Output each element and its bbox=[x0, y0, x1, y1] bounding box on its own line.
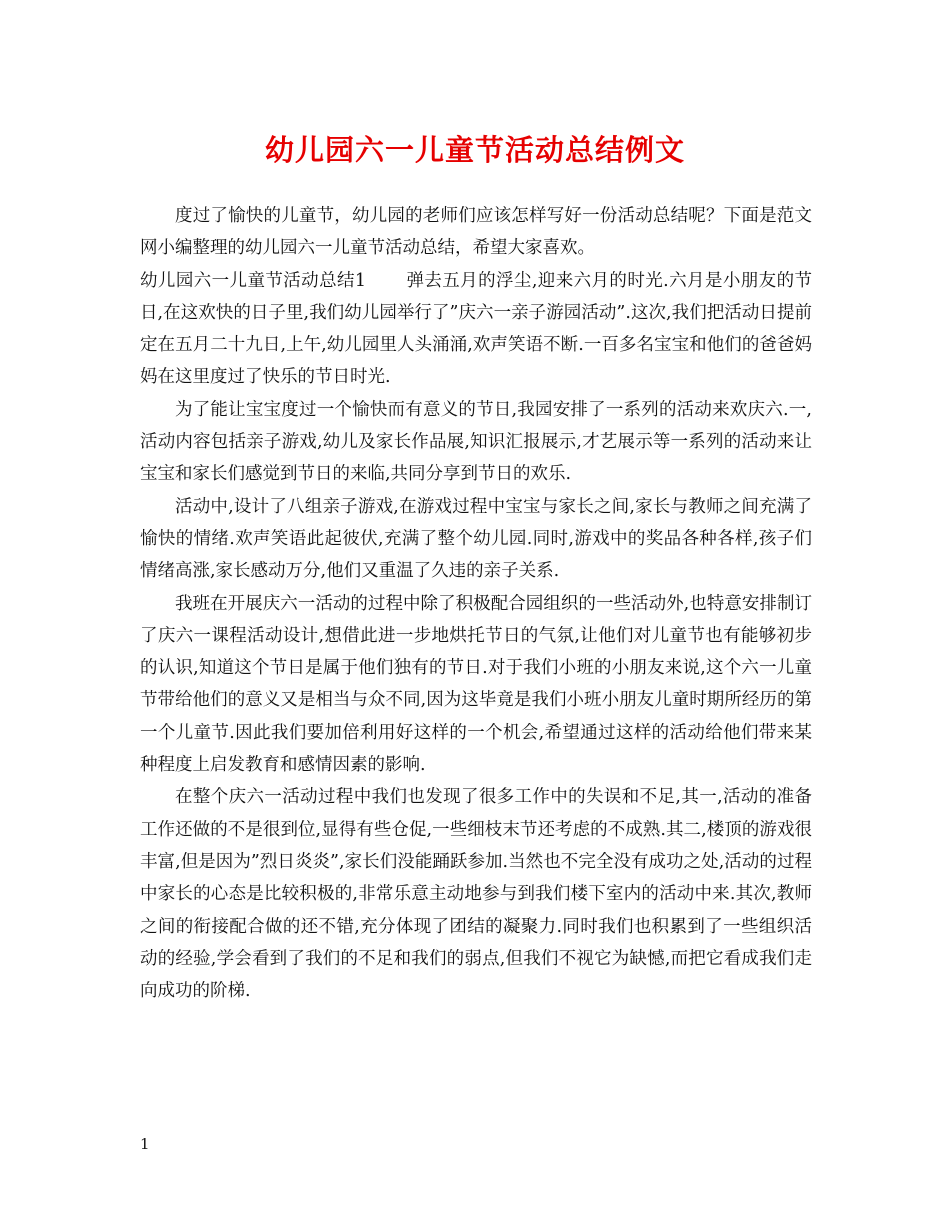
section-heading: 幼儿园六一儿童节活动总结1 bbox=[140, 270, 367, 291]
intro-paragraph: 度过了愉快的儿童节，幼儿园的老师们应该怎样写好一份活动总结呢？下面是范文网小编整理的幼儿园六一儿童节活动总结，希望大家喜欢。 bbox=[140, 206, 812, 259]
body-paragraph: 为了能让宝宝度过一个愉快而有意义的节日,我园安排了一系列的活动来欢庆六.一,活动内容包括亲子游戏,幼儿及家长作品展,知识汇报展示,才艺展示等一系列的活动来让宝宝和家长们感觉到节日的来临,共同分享到节日的欢乐. bbox=[140, 399, 812, 485]
section-first-text: 弹去五月的浮尘,迎来六月的时光.六月是小朋友的节日,在这欢快的日子里,我们幼儿园举行了”庆六一亲子游园活动”.这次,我们把活动日提前定在五月二十九日,上午,幼儿园里人头涌涌,欢声笑语不断.一百多名宝宝和他们的爸爸妈妈在这里度过了快乐的节日时光. bbox=[140, 270, 812, 388]
body-paragraph: 活动中,设计了八组亲子游戏,在游戏过程中宝宝与家长之间,家长与教师之间充满了愉快的情绪.欢声笑语此起彼伏,充满了整个幼儿园.同时,游戏中的奖品各种各样,孩子们情绪高涨,家长感动万分,他们又重温了久违的亲子关系. bbox=[140, 496, 812, 582]
page-number: 1 bbox=[140, 1135, 150, 1153]
body-paragraph: 我班在开展庆六一活动的过程中除了积极配合园组织的一些活动外,也特意安排制订了庆六一课程活动设计,想借此进一步地烘托节日的气氛,让他们对儿童节也有能够初步的认识,知道这个节日是属于他们独有的节日.对于我们小班的小朋友来说,这个六一儿童节带给他们的意义又是相当与众不同,因为这毕竟是我们小班小朋友儿童时期所经历的第一个儿童节.因此我们要加倍利用好这样的一个机会,希望通过这样的活动给他们带来某种程度上启发教育和感情因素的影响. bbox=[140, 593, 812, 776]
document-title: 幼儿园六一儿童节活动总结例文 bbox=[264, 133, 685, 167]
document-body bbox=[140, 200, 812, 1007]
section-first-paragraph bbox=[140, 265, 812, 394]
body-paragraph: 在整个庆六一活动过程中我们也发现了很多工作中的失误和不足,其一,活动的准备工作还做的不是很到位,显得有些仓促,一些细枝末节还考虑的不成熟.其二,楼顶的游戏很丰富,但是因为”烈日炎炎”,家长们没能踊跃参加.当然也不完全没有成功之处,活动的过程中家长的心态是比较积极的,非常乐意主动地参与到我们楼下室内的活动中来.其次,教师之间的衔接配合做的还不错,充分体现了团结的凝聚力.同时我们也积累到了一些组织活动的经验,学会看到了我们的不足和我们的弱点,但我们不视它为缺憾,而把它看成我们走向成功的阶梯. bbox=[140, 787, 812, 1002]
